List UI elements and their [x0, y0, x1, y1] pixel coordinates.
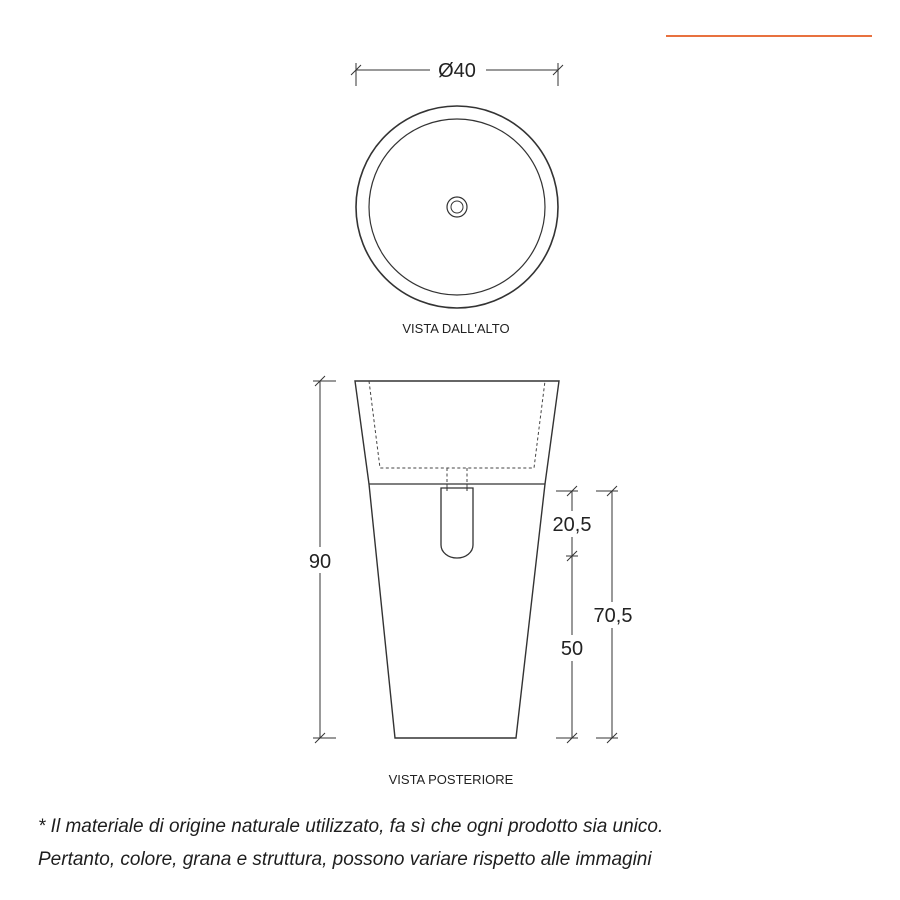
- top-view: [351, 58, 563, 336]
- drain-hole-outer: [447, 197, 467, 217]
- disclaimer-line-2: Pertanto, colore, grana e struttura, possono variare rispetto alle immagini: [38, 849, 652, 870]
- top-view-caption: VISTA DALL'ALTO: [402, 321, 510, 336]
- basin-interior-hidden: [369, 381, 545, 468]
- drain-hole-inner: [451, 201, 463, 213]
- basin-outer-rim: [356, 106, 558, 308]
- washbasin-body-outline: [355, 381, 559, 738]
- height-label-50: 50: [560, 638, 584, 660]
- drain-trap: [441, 488, 473, 558]
- height-label-20-5: 20,5: [552, 514, 592, 536]
- back-view: [302, 376, 638, 787]
- height-label-70-5: 70,5: [593, 605, 633, 627]
- basin-inner-rim: [369, 119, 545, 295]
- disclaimer-line-1: * Il materiale di origine naturale utilizzato, fa sì che ogni prodotto sia unico.: [38, 816, 664, 837]
- back-view-caption: VISTA POSTERIORE: [388, 772, 514, 787]
- height-label-90: 90: [308, 551, 332, 573]
- diameter-label: Ø40: [438, 60, 476, 82]
